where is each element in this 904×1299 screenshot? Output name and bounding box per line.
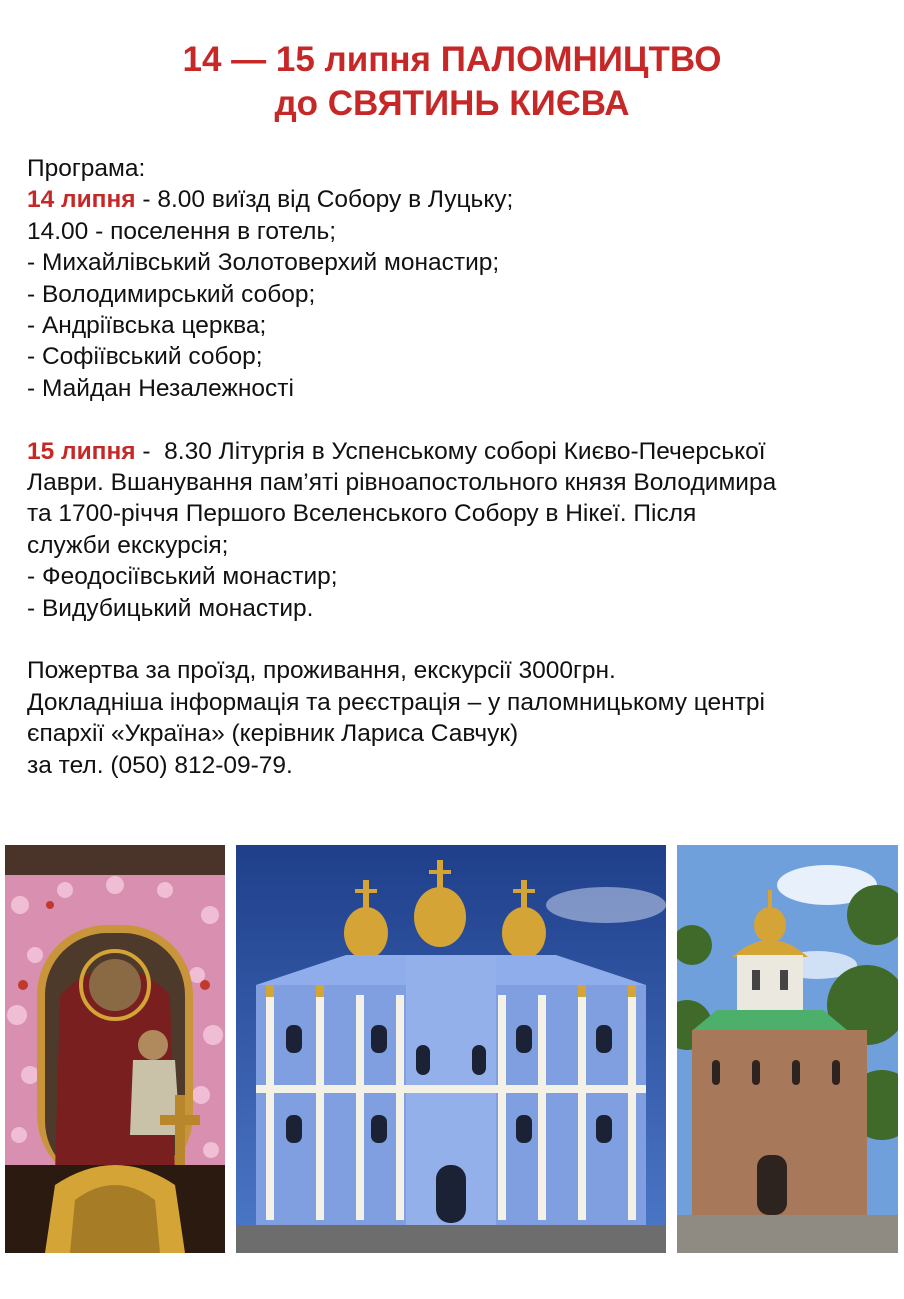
cathedral-photo xyxy=(236,845,666,1253)
day2-line: та 1700-річчя Першого Вселенського Собору в Нікеї. Після xyxy=(27,500,697,528)
event-title xyxy=(0,38,904,126)
day1-item: - Майдан Незалежності xyxy=(27,374,294,402)
icon-photo xyxy=(5,845,225,1253)
day1-item: - Михайлівський Золотоверхий монастир; xyxy=(27,249,500,277)
church-photo xyxy=(677,845,898,1253)
day2-first-text: - 8.30 Літургія в Успенському соборі Києво-Печерської xyxy=(135,437,766,465)
day2-line: - Видубицький монастир. xyxy=(27,594,314,622)
program-heading: Програма: xyxy=(27,155,146,182)
day1-item: - Володимирський собор; xyxy=(27,280,316,308)
day2-first-line xyxy=(27,436,897,467)
day2-date: 15 липня xyxy=(27,437,136,465)
info-line: Докладніша інформація та реєстрація – у паломницькому центрі xyxy=(27,688,766,716)
info-line: за тел. (050) 812-09-79. xyxy=(27,751,293,779)
program-text xyxy=(27,153,897,781)
day1-date: 14 липня xyxy=(27,186,136,214)
info-line: Пожертва за проїзд, проживання, екскурсії 3000грн. xyxy=(27,657,616,685)
day2-line: - Феодосіївський монастир; xyxy=(27,563,338,591)
day1-first-line xyxy=(27,184,897,215)
day1-item: - Андріївська церква; xyxy=(27,312,267,340)
title-line-1: 14 — 15 липня ПАЛОМНИЦТВО xyxy=(182,40,722,79)
spacer xyxy=(27,404,897,435)
day1-first-item: - 8.00 виїзд від Собору в Луцьку; xyxy=(135,186,514,214)
day2-line: Лаври. Вшанування пам’яті рівноапостольного князя Володимира xyxy=(27,469,777,497)
day1-item: - Софіївський собор; xyxy=(27,343,263,371)
info-line: єпархії «Україна» (керівник Лариса Савчук) xyxy=(27,720,519,748)
day1-item: 14.00 - поселення в готель; xyxy=(27,217,337,245)
title-line-2: до СВЯТИНЬ КИЄВА xyxy=(274,84,630,123)
day2-line: служби екскурсія; xyxy=(27,531,229,559)
spacer xyxy=(27,624,897,655)
